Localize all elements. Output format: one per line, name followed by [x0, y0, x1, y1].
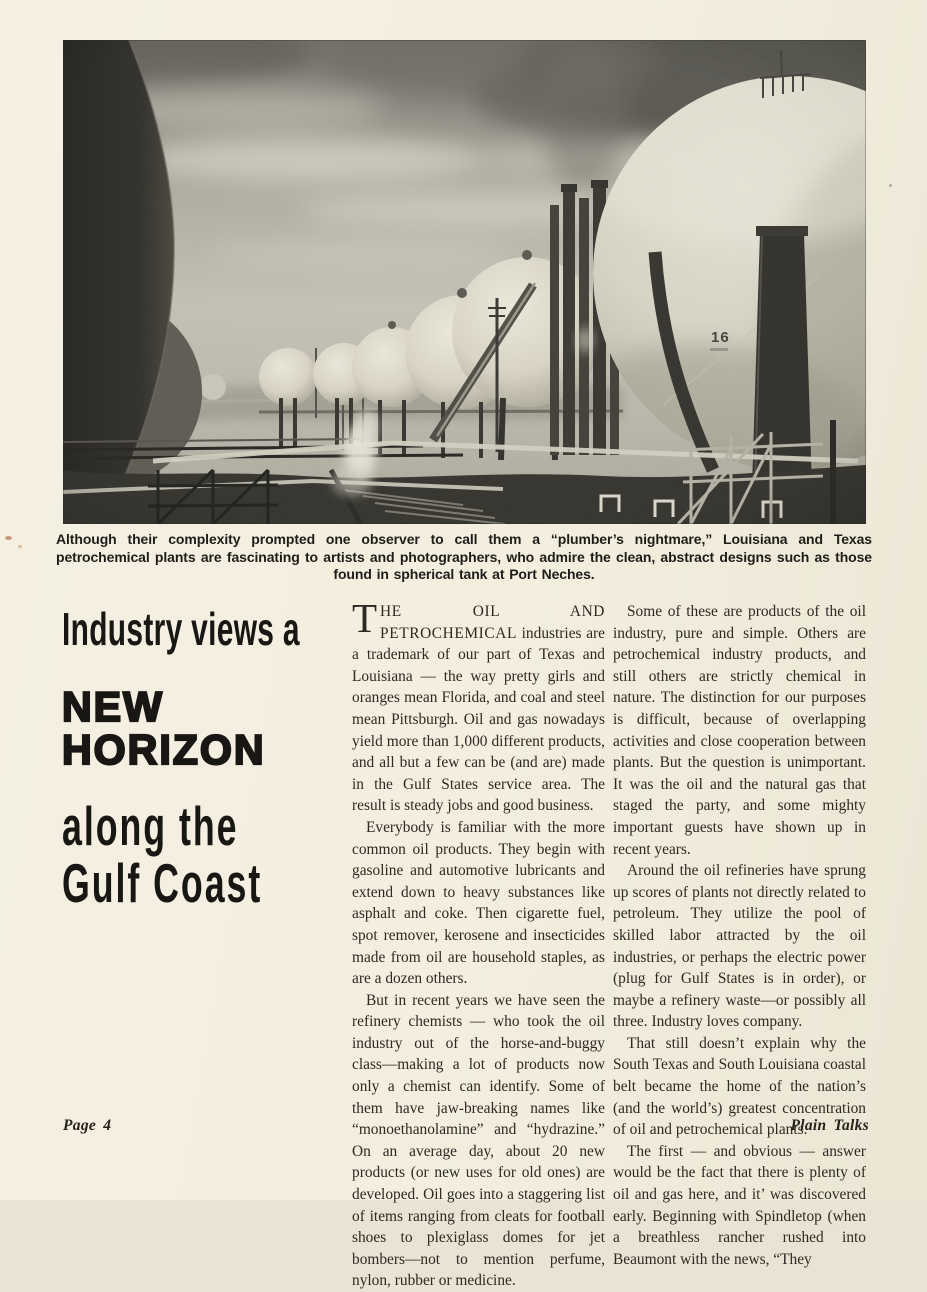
paragraph: The first — and obvious — answer would be the fact that there is plenty of oil and gas here, and it’ was discovered early. Beginning with Spindletop (when a breathless rancher rushed into Beaumont with the news, “They — [613, 1142, 866, 1268]
paragraph: Some of these are products of the oil industry, pure and simple. Others are petrochemical industry products, and still others are strictly chemical in nature. The distinction for our purposes is difficult, because of overlapping activities and close cooperation between plants. But the question is unimportant. It was the oil and the natural gas that staged the party, and some mighty important guests have shown up in recent years. — [613, 603, 866, 858]
lead-small-caps: HE OIL AND PETROCHEMICAL — [380, 603, 605, 642]
headline-line-1: Industry views a — [62, 603, 300, 655]
vignette — [63, 40, 866, 524]
photo-caption: Although their complexity prompted one observer to call them a “plumber’s nightmare,” Louisiana and Texas petrochemical plants are fascinating to artists and photographers, who admire the clean, abstract designs such as those found in spherical tank at Port Neches. — [56, 531, 872, 582]
drop-cap: T — [352, 595, 378, 641]
photo-illustration — [63, 40, 866, 524]
article-column-1 — [352, 595, 605, 1292]
footer-publication: Plain Talks — [790, 1117, 869, 1134]
paragraph: That still doesn’t explain why the South Texas and South Louisiana coastal belt became the home of the nation’s (and the world’s) greatest concentration of oil and petrochemical plants. — [613, 1034, 866, 1139]
scan-speck — [889, 184, 892, 187]
headline-line-3: HORIZON — [62, 726, 266, 773]
footer-page-number: Page 4 — [63, 1117, 112, 1134]
article-column-2 — [613, 601, 866, 1270]
petrochemical-plant-photo — [63, 40, 866, 524]
paragraph: Around the oil refineries have sprung up scores of plants not directly related to petroleum. They utilize the pool of skilled labor attracted by the oil industries, or perhaps the electric power (plug for Gulf States is in order), or maybe a refinery waste—or possibly all three. Industry loves company. — [613, 862, 866, 1031]
headline-line-5: Gulf Coast — [62, 852, 263, 914]
paragraph: But in recent years we have seen the refinery chemists — who took the oil industry out of the horse-and-buggy class—making a lot of products now only a chemist can identify. Some of them have jaw-breaking names like “monoethanolamine” and “hydrazine.” On an average day, about 20 new products (or new uses for old ones) are developed. Oil goes into a staggering list of items ranging from cleats for football shoes to plexiglass domes for jet bombers—not to mention perfume, nylon, rubber or medicine. — [352, 991, 605, 1290]
paragraph: Everybody is familiar with the more common oil products. They begin with gasoline and automotive lubricants and extend down to heavy substances like asphalt and coke. Then cigarette fuel, spot remover, kerosene and insecticides made from oil are household staples, as are a dozen others. — [352, 818, 605, 988]
headline-line-4: along the — [62, 795, 239, 857]
scan-speck — [5, 536, 12, 540]
lead-body-text: industries are a trademark of our part of Texas and Louisiana — the way pretty girls and oranges mean Florida, and coal and steel mean Pittsburgh. Oil and gas nowadays yield more than 1,000 different products, and all but a few can be (and are) made in the Gulf States service area. The result is steady jobs and good business. — [352, 624, 605, 815]
lead-paragraph — [352, 595, 605, 817]
scan-speck — [18, 545, 22, 548]
headline-line-2: NEW — [62, 683, 164, 730]
